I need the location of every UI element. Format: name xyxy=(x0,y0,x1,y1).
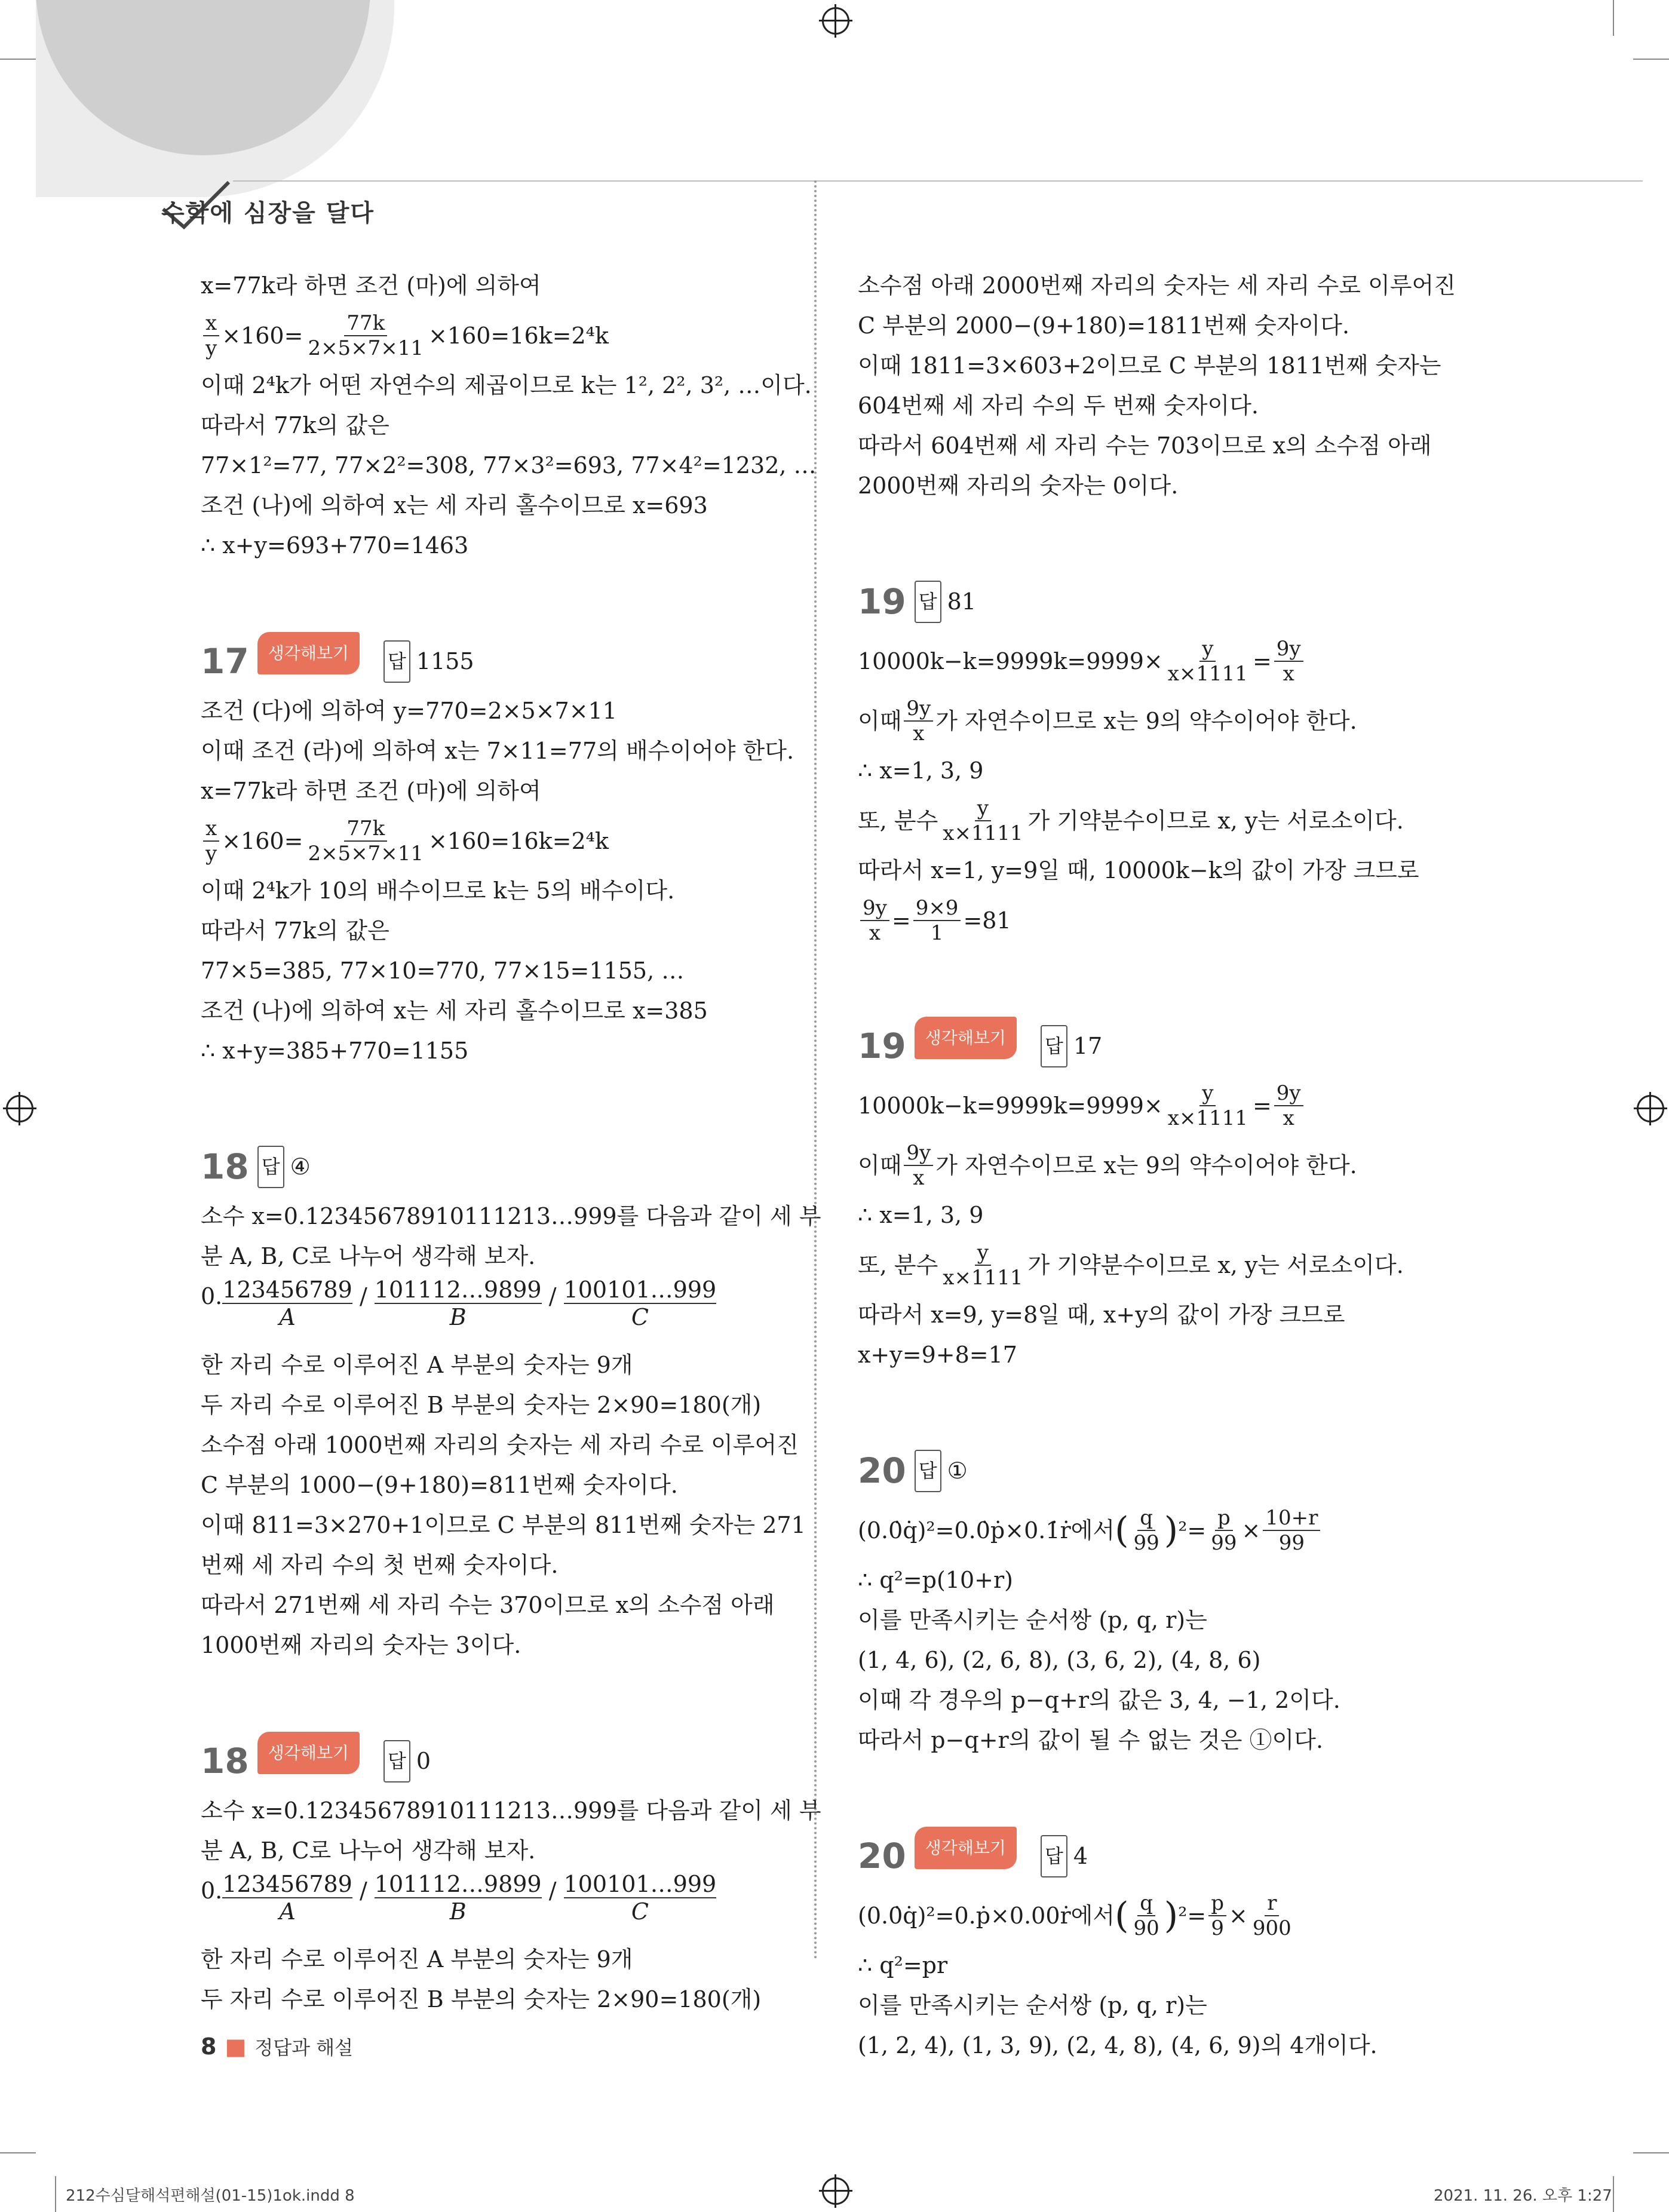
problem-number: 18 xyxy=(201,1146,249,1187)
text-line: 번째 세 자리 수의 첫 번째 숫자이다. xyxy=(201,1552,559,1578)
answer-value: 4 xyxy=(1073,1842,1088,1869)
right-column xyxy=(858,266,1456,2066)
answer-value: 0 xyxy=(416,1747,431,1774)
text-line: 한 자리 수로 이루어진 A 부분의 숫자는 9개 xyxy=(201,1946,633,1972)
text-line: 이를 만족시키는 순서쌍 (p, q, r)는 xyxy=(858,1607,1207,1633)
text-line: ∴ q²=pr xyxy=(858,1952,948,1978)
answer-value: ④ xyxy=(290,1153,311,1180)
answer-value: 17 xyxy=(1073,1032,1103,1059)
answer-label: 답 xyxy=(1041,1025,1067,1067)
registration-mark-icon xyxy=(1637,1095,1664,1122)
answer-label: 답 xyxy=(915,1450,941,1492)
footer-title: 정답과 해설 xyxy=(254,2036,354,2059)
problem-header xyxy=(858,1826,1449,1886)
equation-line: 이때 $\frac{9y}{x}$ 가 자연수이므로 x는 9의 약수이어야 한다. xyxy=(858,697,1357,745)
problem-header xyxy=(858,1441,1449,1501)
text-line: ∴ x+y=693+770=1463 xyxy=(201,532,469,559)
text-line: 77×5=385, 77×10=770, 77×15=1155, … xyxy=(201,958,685,984)
text-line: 따라서 x=9, y=8일 때, x+y의 값이 가장 크므로 xyxy=(858,1302,1345,1328)
crop-mark xyxy=(1613,2176,1614,2212)
square-bullet-icon: ■ xyxy=(225,2033,247,2060)
fraction-line: $\frac{x}{y}$ ×160= $\frac{77k}{2\times 5\times 7\times 11}$ ×160=16k=2⁴k xyxy=(201,811,786,871)
page-footer xyxy=(201,2033,353,2060)
crop-mark xyxy=(1633,59,1669,60)
text-line: x+y=9+8=17 xyxy=(858,1342,1017,1368)
crop-mark xyxy=(55,2176,56,2212)
text-line: ∴ q²=p(10+r) xyxy=(858,1567,1013,1593)
crop-mark xyxy=(1613,0,1614,36)
print-date: 2021. 11. 26. 오후 1:27 xyxy=(1434,2187,1612,2205)
text-line: 이때 811=3×270+1이므로 C 부분의 811번째 숫자는 271 xyxy=(201,1512,806,1538)
equation-line: (0.0̇q̇)²=0.0̇ṗ×0.1̇ṙ에서 ( $\frac{q}{99}$ ) ²= $\frac{p}{99}$ × $\frac{10+r}{99}$ xyxy=(858,1501,1449,1560)
crop-mark xyxy=(1633,2152,1669,2153)
equation-line: $\frac{9y}{x}$ = $\frac{9\times 9}{1}$ =81 xyxy=(858,891,1449,950)
text-line: (1, 2, 4), (1, 3, 9), (2, 4, 8), (4, 6, 9)의 4개이다. xyxy=(858,2032,1377,2058)
text-line: 따라서 271번째 세 자리 수는 370이므로 x의 소수점 아래 xyxy=(201,1592,775,1618)
text-line: 따라서 77k의 값은 xyxy=(201,918,389,944)
text-line: ∴ x=1, 3, 9 xyxy=(858,757,984,784)
text-line: x=77k라 하면 조건 (마)에 의하여 xyxy=(201,778,541,804)
answer-label: 답 xyxy=(1041,1835,1067,1877)
text-line: 분 A, B, C로 나누어 생각해 보자. xyxy=(201,1243,536,1269)
left-column xyxy=(201,266,821,2020)
text-line: 77×1²=77, 77×2²=308, 77×3²=693, 77×4²=1232, … xyxy=(201,452,817,478)
text-line: 소수점 아래 2000번째 자리의 숫자는 세 자리 수로 이루어진 xyxy=(858,272,1456,299)
text-line: 2000번째 자리의 숫자는 0이다. xyxy=(858,473,1179,499)
answer-value: ① xyxy=(947,1457,968,1484)
text-line: ∴ x=1, 3, 9 xyxy=(858,1202,984,1228)
text-line: 조건 (다)에 의하여 y=770=2×5×7×11 xyxy=(201,698,617,724)
problem-number: 19 xyxy=(858,1025,906,1066)
answer-value: 81 xyxy=(947,588,976,615)
text-line: 소수 x=0.12345678910111213…999를 다음과 같이 세 부 xyxy=(201,1203,821,1229)
answer-label: 답 xyxy=(383,1740,410,1783)
text-line: 따라서 x=1, y=9일 때, 10000k−k의 값이 가장 크므로 xyxy=(858,857,1419,883)
problem-header xyxy=(858,572,1449,631)
text-line: 1000번째 자리의 숫자는 3이다. xyxy=(201,1632,521,1658)
equation-line: 또, 분수 $\frac{y}{x\times 1111}$ 가 기약분수이므로 x, y는 서로소이다. xyxy=(858,796,1404,845)
decimal-segments: 0. $\frac{123456789}{A}$ / $\frac{101112\dots 9899}{B}$ / $\frac{100101\dots 999}{C}$ xyxy=(201,1277,717,1330)
text-line: 조건 (나)에 의하여 x는 세 자리 홀수이므로 x=693 xyxy=(201,492,708,519)
logo: 수학에 심장을 달다 xyxy=(161,200,375,227)
text-line: C 부분의 1000−(9+180)=811번째 숫자이다. xyxy=(201,1472,678,1498)
text-line: x=77k라 하면 조건 (마)에 의하여 xyxy=(201,272,541,299)
answer-label: 답 xyxy=(383,640,410,683)
problem-number: 17 xyxy=(201,640,249,682)
registration-mark-icon xyxy=(822,2177,849,2205)
column-divider xyxy=(814,180,817,1961)
problem-header xyxy=(201,1137,786,1196)
text-line: 소수 x=0.12345678910111213…999를 다음과 같이 세 부 xyxy=(201,1797,821,1824)
problem-header xyxy=(201,631,786,691)
page-number: 8 xyxy=(201,2033,217,2060)
think-tag: 생각해보기 xyxy=(257,1732,360,1774)
crop-mark xyxy=(0,59,36,60)
equation-line: 10000k−k=9999k=9999× $\frac{y}{x\times 1111}$ = $\frac{9y}{x}$ xyxy=(858,1076,1449,1136)
think-tag: 생각해보기 xyxy=(257,632,360,674)
text-line: 소수점 아래 1000번째 자리의 숫자는 세 자리 수로 이루어진 xyxy=(201,1432,799,1458)
header-line xyxy=(233,180,1643,182)
text-line: (1, 4, 6), (2, 6, 8), (3, 6, 2), (4, 8, 6) xyxy=(858,1647,1261,1673)
problem-number: 20 xyxy=(858,1450,906,1491)
registration-mark-icon xyxy=(822,7,849,35)
equation-line: 10000k−k=9999k=9999× $\frac{y}{x\times 1111}$ = $\frac{9y}{x}$ xyxy=(858,631,1449,691)
answer-label: 답 xyxy=(915,581,941,623)
print-filename: 212수심달해석편해설(01-15)1ok.indd 8 xyxy=(66,2187,355,2205)
text-line: 604번째 세 자리 수의 두 번째 숫자이다. xyxy=(858,392,1259,419)
text-line: 두 자리 수로 이루어진 B 부분의 숫자는 2×90=180(개) xyxy=(201,1986,762,2012)
registration-mark-icon xyxy=(6,1095,33,1122)
text-line: 이때 2⁴k가 10의 배수이므로 k는 5의 배수이다. xyxy=(201,878,675,904)
problem-header xyxy=(201,1731,786,1791)
problem-number: 18 xyxy=(201,1740,249,1781)
equation-line: 이때 $\frac{9y}{x}$ 가 자연수이므로 x는 9의 약수이어야 한다. xyxy=(858,1141,1357,1190)
text-line: ∴ x+y=385+770=1155 xyxy=(201,1038,469,1064)
text-line: 이를 만족시키는 순서쌍 (p, q, r)는 xyxy=(858,1992,1207,2018)
problem-number: 19 xyxy=(858,581,906,622)
problem-number: 20 xyxy=(858,1835,906,1876)
text-line: 따라서 77k의 값은 xyxy=(201,412,389,438)
think-tag: 생각해보기 xyxy=(915,1827,1017,1869)
text-line: 따라서 p−q+r의 값이 될 수 없는 것은 ①이다. xyxy=(858,1727,1324,1753)
equation-line: 또, 분수 $\frac{y}{x\times 1111}$ 가 기약분수이므로 x, y는 서로소이다. xyxy=(858,1241,1404,1290)
text-line: C 부분의 2000−(9+180)=1811번째 숫자이다. xyxy=(858,312,1350,339)
text-line: 조건 (나)에 의하여 x는 세 자리 홀수이므로 x=385 xyxy=(201,998,708,1024)
text-line: 이때 1811=3×603+2이므로 C 부분의 1811번째 숫자는 xyxy=(858,352,1441,379)
answer-label: 답 xyxy=(257,1146,284,1188)
text-line: 이때 각 경우의 p−q+r의 값은 3, 4, −1, 2이다. xyxy=(858,1687,1340,1713)
decimal-segments: 0. $\frac{123456789}{A}$ / $\frac{101112\dots 9899}{B}$ / $\frac{100101\dots 999}{C}$ xyxy=(201,1871,717,1925)
problem-header xyxy=(858,1016,1449,1076)
equation-line: (0.0̇q̇)²=0.ṗ×0.00ṙ에서 ( $\frac{q}{90}$ ) ²= $\frac{p}{9}$ × $\frac{r}{900}$ xyxy=(858,1891,1291,1940)
text-line: 한 자리 수로 이루어진 A 부분의 숫자는 9개 xyxy=(201,1352,633,1378)
think-tag: 생각해보기 xyxy=(915,1017,1017,1059)
text-line: 따라서 604번째 세 자리 수는 703이므로 x의 소수점 아래 xyxy=(858,432,1432,459)
text-line: 이때 조건 (라)에 의하여 x는 7×11=77의 배수이어야 한다. xyxy=(201,738,794,764)
text-line: 분 A, B, C로 나누어 생각해 보자. xyxy=(201,1837,536,1864)
answer-value: 1155 xyxy=(416,648,474,674)
fraction-line: $\frac{x}{y}$ ×160= $\frac{77k}{2\times 5\times 7\times 11}$ ×160=16k=2⁴k xyxy=(201,306,786,366)
text-line: 이때 2⁴k가 어떤 자연수의 제곱이므로 k는 1², 2², 3², …이다. xyxy=(201,372,812,398)
crop-mark xyxy=(0,2152,36,2153)
text-line: 두 자리 수로 이루어진 B 부분의 숫자는 2×90=180(개) xyxy=(201,1392,762,1418)
